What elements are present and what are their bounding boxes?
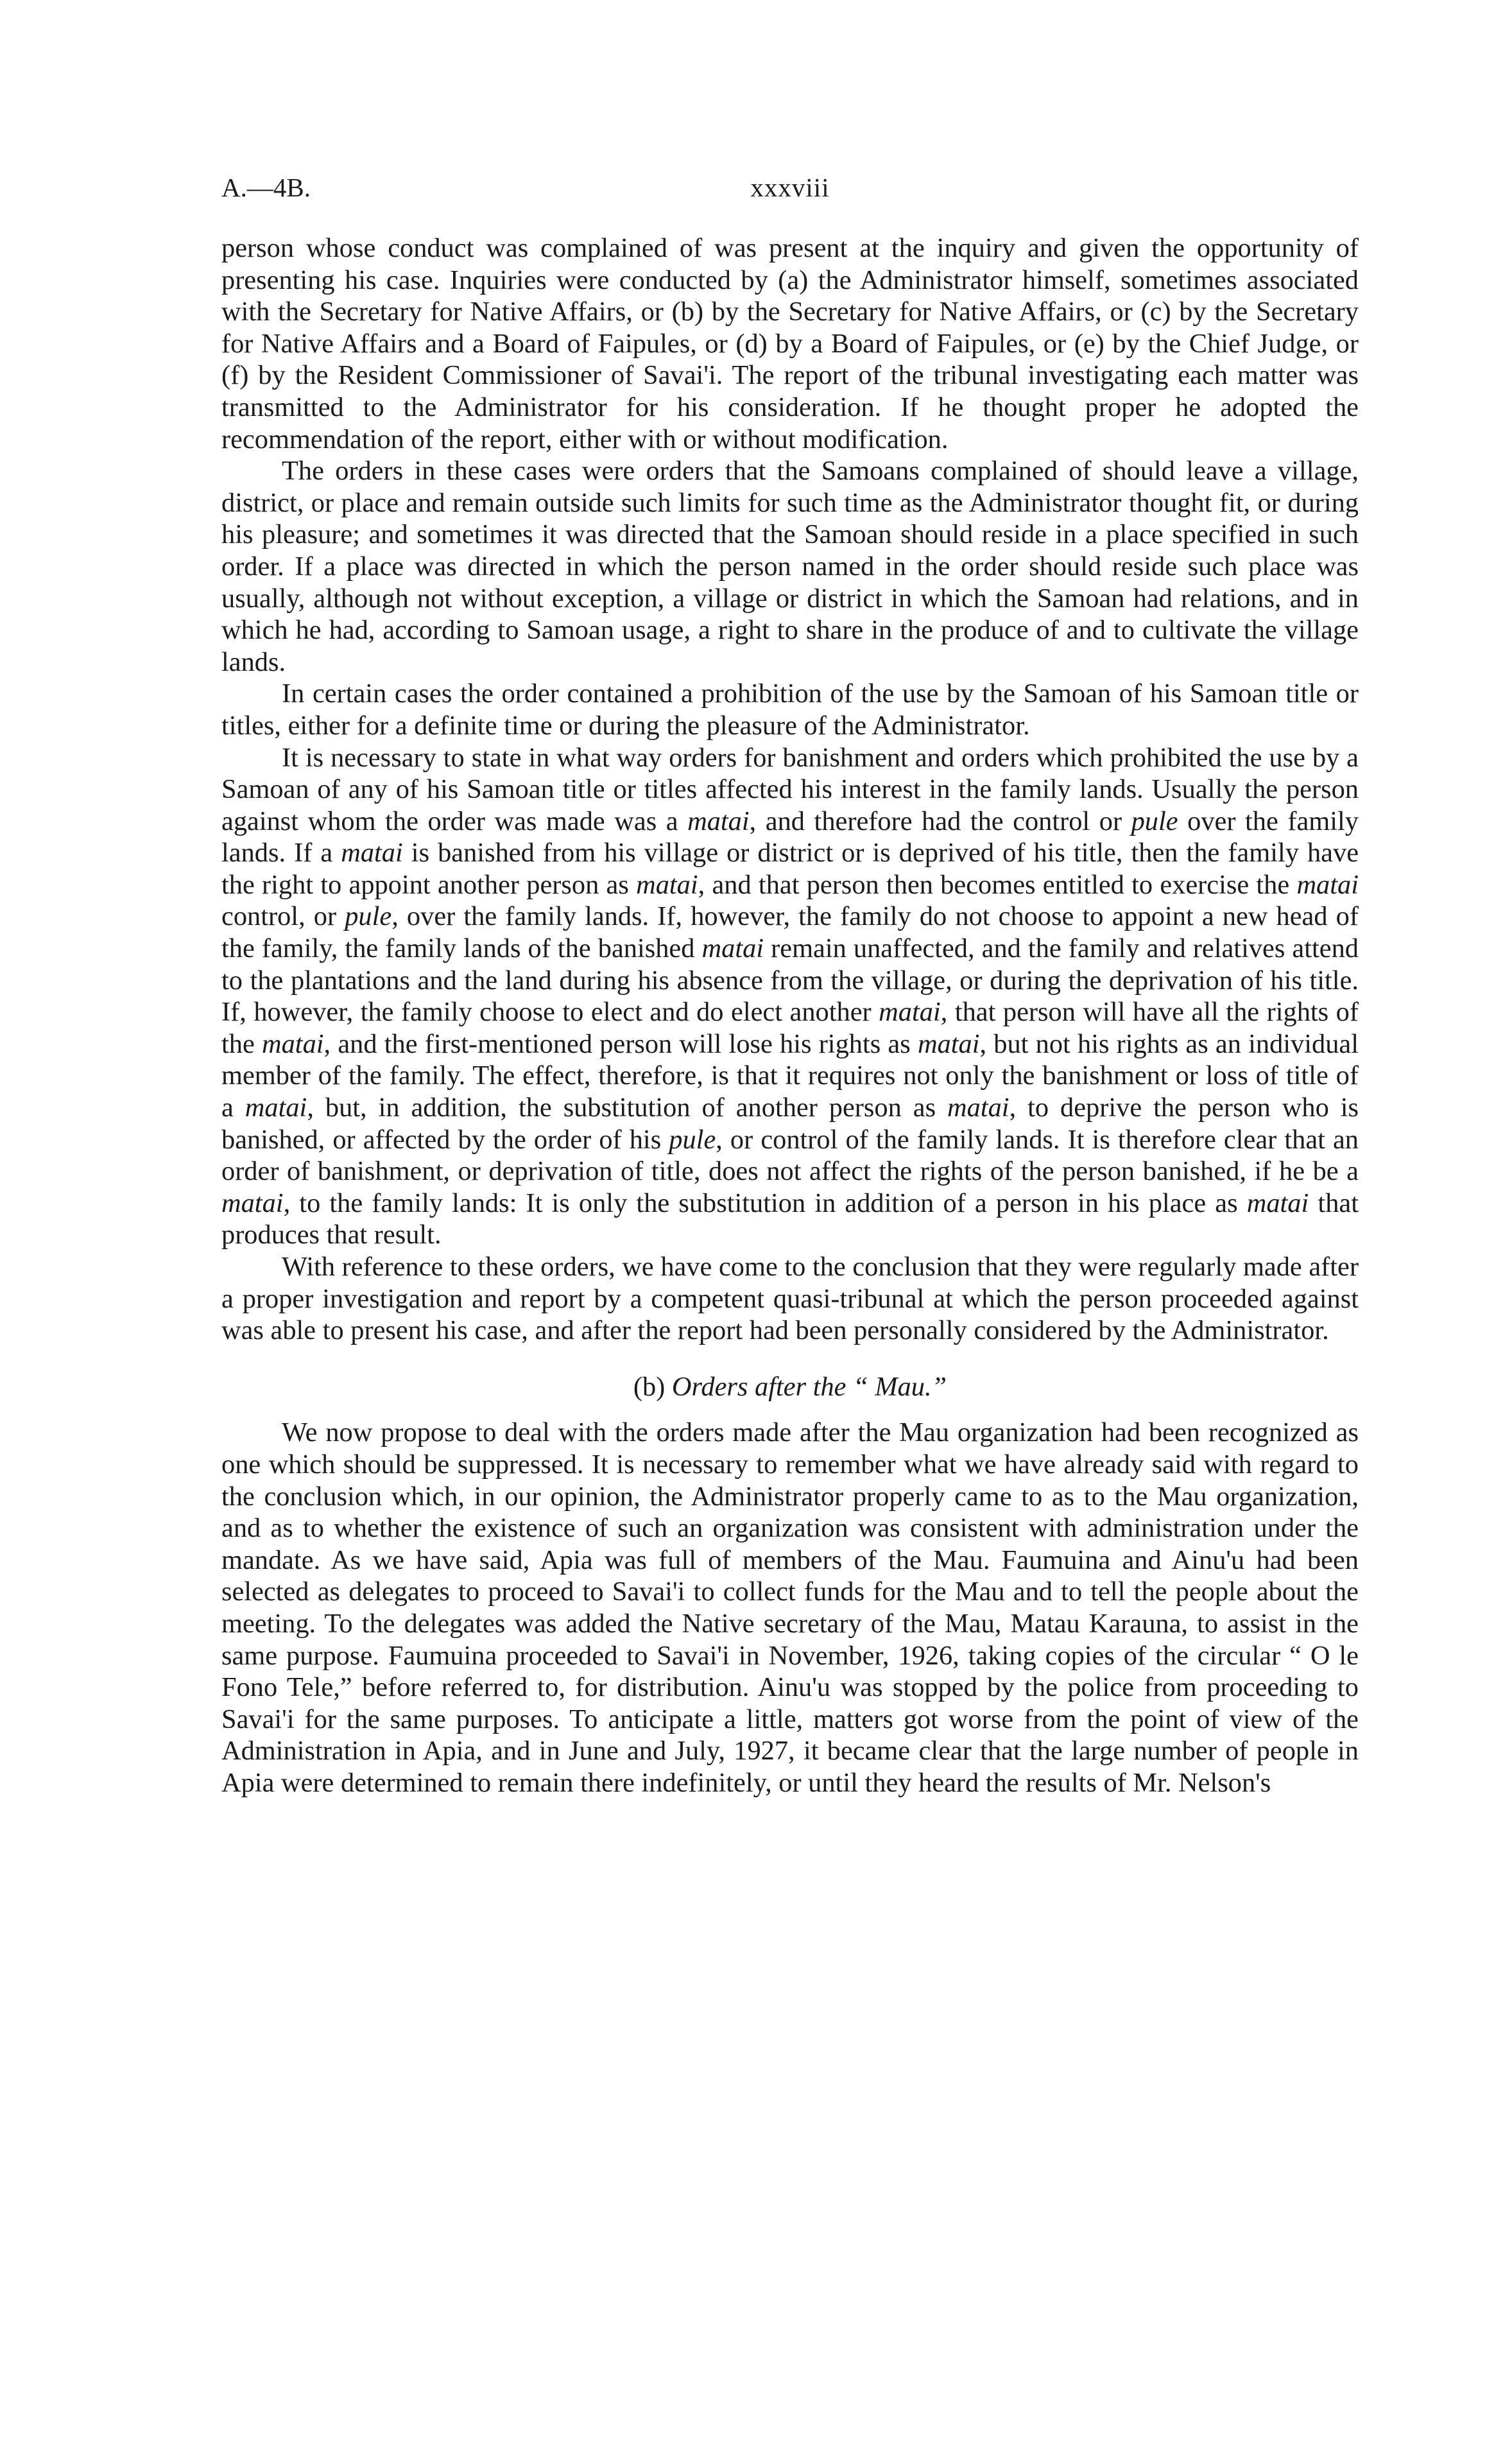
italic-term: matai xyxy=(1246,1188,1309,1218)
section-heading-title: Orders after the “ Mau.” xyxy=(671,1371,947,1402)
italic-term: matai xyxy=(245,1093,307,1123)
page-header xyxy=(221,172,1359,211)
document-reference: A.—4B. xyxy=(221,173,311,202)
italic-term: matai xyxy=(701,933,764,964)
body-paragraph: It is necessary to state in what way orders for banishment and orders which prohibited the use by a Samoan of any of his Samoan title or titles affected his interest in the family lands. Usually the person against whom the order was made was a matai, and therefore had the control or pule over the family lands. If a matai is banished from his village or district or is deprived of his title, then the family have the right to appoint another person as matai, and that person then becomes entitled to exercise the matai control, or pule, over the family lands. If, however, the family do not choose to appoint a new head of the family, the family lands of the banished matai remain unaffected, and the family and relatives attend to the plantations and the land during his absence from the village, or during the deprivation of his title. If, however, the family choose to elect and do elect another matai, that person will have all the rights of the matai, and the first-mentioned person will lose his rights as matai, but not his rights as an individual member of the family. The effect, therefore, is that it requires not only the banishment or loss of title of a matai, but, in addition, the substitution of another person as matai, to deprive the person who is banished, or affected by the order of his pule, or control of the family lands. It is therefore clear that an order of banishment, or deprivation of title, does not affect the rights of the person banished, if he be a matai, to the family lands: It is only the substitution in addition of a person in his place as matai that produces that result. xyxy=(221,742,1359,1250)
italic-term: matai xyxy=(221,1188,284,1218)
italic-term: pule xyxy=(1131,806,1178,836)
body-paragraph: The orders in these cases were orders that the Samoans complained of should leave a village, district, or place and remain outside such limits for such time as the Administrator thought fit, or during his pleasure; and sometimes it was directed that the Samoan should reside in a place specified in such order. If a place was directed in which the person named in the order should reside such place was usually, although not without exception, a village or district in which the Samoan had relations, and in which he had, according to Samoan usage, a right to share in the produce of and to cultivate the village lands. xyxy=(221,456,1359,677)
section-heading-prefix: (b) xyxy=(633,1371,672,1402)
italic-term: matai xyxy=(917,1028,980,1059)
page-body xyxy=(221,232,1359,1799)
italic-term: matai xyxy=(636,869,698,900)
body-paragraph: With reference to these orders, we have come to the conclusion that they were regularly made after a proper investigation and report by a competent quasi-tribunal at which the person proceeded against was able to present his case, and after the report had been personally considered by the Administrator. xyxy=(221,1252,1359,1346)
section-heading xyxy=(221,1371,1359,1403)
paragraphs-after-heading xyxy=(221,1417,1359,1799)
italic-term: matai xyxy=(1296,869,1359,900)
italic-term: matai xyxy=(341,838,403,868)
page-number: xxxviii xyxy=(750,173,830,202)
italic-term: matai xyxy=(879,997,941,1028)
italic-term: matai xyxy=(947,1093,1009,1123)
body-paragraph: In certain cases the order contained a prohibition of the use by the Samoan of his Samoan title or titles, either for a definite time or during the pleasure of the Administrator. xyxy=(221,678,1359,741)
body-paragraph: We now propose to deal with the orders made after the Mau organization had been recognized as one which should be suppressed. It is necessary to remember what we have already said with regard to the conclusion which, in our opinion, the Administrator properly came to as to the Mau organization, and as to whether the existence of such an organization was consistent with administration under the mandate. As we have said, Apia was full of members of the Mau. Faumuina and Ainu'u had been selected as delegates to proceed to Savai'i to collect funds for the Mau and to tell the people about the meeting. To the delegates was added the Native secretary of the Mau, Matau Karauna, to assist in the same purpose. Faumuina proceeded to Savai'i in November, 1926, taking copies of the circular “ O le Fono Tele,” before referred to, for distribution. Ainu'u was stopped by the police from proceeding to Savai'i for the same purposes. To anticipate a little, matters got worse from the point of view of the Administration in Apia, and in June and July, 1927, it became clear that the large number of people in Apia were determined to remain there indefinitely, or until they heard the results of Mr. Nelson's xyxy=(221,1417,1359,1798)
italic-term: matai xyxy=(687,806,750,836)
body-paragraph: person whose conduct was complained of was present at the inquiry and given the opportunity of presenting his case. Inquiries were conducted by (a) the Administrator himself, sometimes associated with the Secretary for Native Affairs, or (b) by the Secretary for Native Affairs, or (c) by the Secretary for Native Affairs and a Board of Faipules, or (d) by a Board of Faipules, or (e) by the Chief Judge, or (f) by the Resident Commissioner of Savai'i. The report of the tribunal investigating each matter was transmitted to the Administrator for his consideration. If he thought proper he adopted the recommendation of the report, either with or without modification. xyxy=(221,233,1359,454)
paragraphs-before-heading xyxy=(221,232,1359,1347)
italic-term: pule xyxy=(345,901,392,932)
italic-term: matai xyxy=(261,1028,324,1059)
italic-term: pule xyxy=(669,1124,716,1155)
